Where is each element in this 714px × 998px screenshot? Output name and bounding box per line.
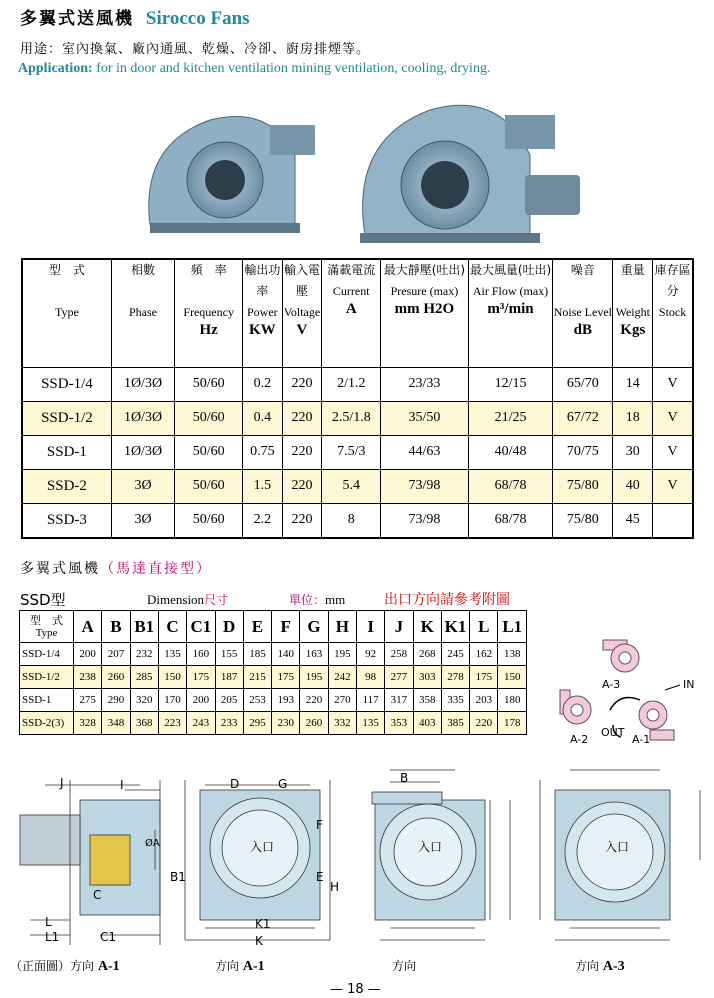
dim-cell: 135 bbox=[158, 643, 186, 666]
dim-cell: 205 bbox=[215, 689, 243, 712]
spec-cell: 70/75 bbox=[553, 435, 613, 469]
dim-header-j: J bbox=[385, 611, 413, 643]
dim-header-h: H bbox=[328, 611, 356, 643]
spec-cell: V bbox=[653, 435, 693, 469]
technical-drawings bbox=[10, 760, 710, 955]
spec-cell: 220 bbox=[282, 469, 322, 503]
dim-cell: 278 bbox=[441, 666, 469, 689]
dim-header-a: A bbox=[74, 611, 102, 643]
caption-3: 方向 bbox=[392, 959, 417, 973]
dim-cell: 117 bbox=[356, 689, 384, 712]
spec-cell: 18 bbox=[613, 401, 653, 435]
spec-cell: 68/78 bbox=[468, 469, 553, 503]
title-zh: 多翼式送風機 bbox=[20, 9, 134, 29]
dim-cell: 285 bbox=[130, 666, 158, 689]
dim-cell: 270 bbox=[328, 689, 356, 712]
dim-cell: 138 bbox=[498, 643, 527, 666]
dim-cell: 178 bbox=[498, 712, 527, 735]
dim-cell: 253 bbox=[243, 689, 271, 712]
spec-cell: 220 bbox=[282, 435, 322, 469]
dim-row bbox=[20, 689, 527, 712]
dim-cell: 348 bbox=[102, 712, 130, 735]
spec-type-cell: SSD-1 bbox=[22, 435, 111, 469]
dim-cell: 335 bbox=[441, 689, 469, 712]
dim-cell: 200 bbox=[187, 689, 215, 712]
application-line bbox=[18, 61, 490, 77]
caption-2: 方向 A-1 bbox=[215, 959, 265, 974]
dim-label-k1: K1 bbox=[255, 917, 271, 931]
spec-header-stock: 庫存區分 Stock bbox=[653, 259, 693, 367]
dim-header-l1: L1 bbox=[498, 611, 527, 643]
orient-a3: A-3 bbox=[602, 678, 621, 691]
dim-cell: 155 bbox=[215, 643, 243, 666]
dim-header-k1: K1 bbox=[441, 611, 469, 643]
dim-cell: 332 bbox=[328, 712, 356, 735]
spec-cell: 35/50 bbox=[381, 401, 469, 435]
dim-header-d: D bbox=[215, 611, 243, 643]
spec-cell: 67/72 bbox=[553, 401, 613, 435]
dim-label-l1: L1 bbox=[45, 930, 60, 944]
spec-cell: 220 bbox=[282, 367, 322, 401]
spec-header-voltage: 輸入電壓 Voltage V bbox=[282, 259, 322, 367]
dimension-en: Dimension bbox=[147, 592, 205, 607]
dim-header-type: 型 式 Type bbox=[20, 611, 74, 643]
dimension-label bbox=[147, 591, 228, 608]
spec-cell: 73/98 bbox=[381, 469, 469, 503]
spec-cell: 1Ø/3Ø bbox=[111, 367, 174, 401]
spec-cell: 2.5/1.8 bbox=[322, 401, 381, 435]
spec-header-frequency: 頻 率 Frequency Hz bbox=[175, 259, 243, 367]
inlet-label-3: 入口 bbox=[605, 840, 630, 854]
dimension-zh: 尺寸 bbox=[204, 593, 229, 607]
dim-cell: 277 bbox=[385, 666, 413, 689]
spec-row bbox=[22, 401, 693, 435]
spec-cell: 68/78 bbox=[468, 503, 553, 538]
dim-cell: 358 bbox=[413, 689, 441, 712]
orient-in: IN bbox=[683, 678, 695, 691]
spec-header-phase: 相數 Phase bbox=[111, 259, 174, 367]
dim-cell: 195 bbox=[300, 666, 328, 689]
page-number: — 18 — bbox=[330, 982, 381, 997]
spec-header-row bbox=[22, 259, 693, 367]
application-text: for in door and kitchen ventilation mining ventilation, cooling, drying. bbox=[96, 61, 491, 76]
dim-label-g: G bbox=[278, 777, 288, 791]
dim-label-b1: B1 bbox=[170, 870, 186, 884]
spec-header-type: 型 式 Type bbox=[22, 259, 111, 367]
dim-cell: 268 bbox=[413, 643, 441, 666]
unit-label bbox=[289, 591, 345, 608]
spec-header-power: 輸出功率 Power KW bbox=[243, 259, 282, 367]
inlet-label-1: 入口 bbox=[250, 840, 275, 854]
spec-cell: V bbox=[653, 469, 693, 503]
spec-cell: 75/80 bbox=[553, 503, 613, 538]
dim-cell: 317 bbox=[385, 689, 413, 712]
dim-cell: 185 bbox=[243, 643, 271, 666]
spec-cell: 45 bbox=[613, 503, 653, 538]
spec-type-cell: SSD-1/4 bbox=[22, 367, 111, 401]
dim-cell: 223 bbox=[158, 712, 186, 735]
spec-type-cell: SSD-1/2 bbox=[22, 401, 111, 435]
dim-cell: 242 bbox=[328, 666, 356, 689]
dim-cell: 92 bbox=[356, 643, 384, 666]
dim-label-h: H bbox=[330, 880, 340, 894]
dim-type-cell: SSD-1/4 bbox=[20, 643, 74, 666]
dim-row bbox=[20, 666, 527, 689]
dim-cell: 162 bbox=[470, 643, 498, 666]
dim-label-l: L bbox=[45, 915, 52, 929]
caption-front: （正面圖）方向 A-1 bbox=[10, 959, 120, 974]
spec-cell: 30 bbox=[613, 435, 653, 469]
spec-type-cell: SSD-2 bbox=[22, 469, 111, 503]
unit-mm: mm bbox=[325, 592, 346, 607]
spec-cell: 65/70 bbox=[553, 367, 613, 401]
dim-header-b: B bbox=[102, 611, 130, 643]
dim-cell: 328 bbox=[74, 712, 102, 735]
spec-header-airflow: 最大風量(吐出) Air Flow (max) m³/min bbox=[468, 259, 553, 367]
usage-text: 用途：室內換氣、廠內通風、乾燥、冷卻、廚房排煙等。 bbox=[20, 42, 371, 57]
dim-label-d: D bbox=[230, 777, 240, 791]
dim-label-e: E bbox=[316, 870, 324, 884]
dim-type-cell: SSD-2(3) bbox=[20, 712, 74, 735]
dim-cell: 230 bbox=[272, 712, 300, 735]
spec-cell: 44/63 bbox=[381, 435, 469, 469]
spec-cell: 7.5/3 bbox=[322, 435, 381, 469]
dim-cell: 160 bbox=[187, 643, 215, 666]
dim-header-b1: B1 bbox=[130, 611, 158, 643]
dim-cell: 207 bbox=[102, 643, 130, 666]
page-title bbox=[20, 4, 250, 30]
dim-type-cell: SSD-1 bbox=[20, 689, 74, 712]
dim-cell: 163 bbox=[300, 643, 328, 666]
dim-header-i: I bbox=[356, 611, 384, 643]
spec-cell: 21/25 bbox=[468, 401, 553, 435]
dim-cell: 135 bbox=[356, 712, 384, 735]
spec-cell: 50/60 bbox=[175, 503, 243, 538]
spec-cell: 50/60 bbox=[175, 469, 243, 503]
spec-cell: 75/80 bbox=[553, 469, 613, 503]
spec-cell: 40 bbox=[613, 469, 653, 503]
spec-cell: 14 bbox=[613, 367, 653, 401]
caption-4: 方向 A-3 bbox=[575, 959, 625, 974]
dim-cell: 195 bbox=[328, 643, 356, 666]
spec-header-noise: 噪音 Noise Level dB bbox=[553, 259, 613, 367]
orient-a2: A-2 bbox=[570, 733, 589, 746]
spec-cell: 2/1.2 bbox=[322, 367, 381, 401]
spec-cell: 5.4 bbox=[322, 469, 381, 503]
dim-type-cell: SSD-1/2 bbox=[20, 666, 74, 689]
spec-cell: 50/60 bbox=[175, 435, 243, 469]
dim-cell: 320 bbox=[130, 689, 158, 712]
spec-cell: V bbox=[653, 401, 693, 435]
dim-cell: 368 bbox=[130, 712, 158, 735]
dim-cell: 170 bbox=[158, 689, 186, 712]
dim-header-e: E bbox=[243, 611, 271, 643]
spec-row bbox=[22, 503, 693, 538]
dim-cell: 220 bbox=[300, 689, 328, 712]
dim-cell: 353 bbox=[385, 712, 413, 735]
outlet-orientation-diagram bbox=[555, 630, 695, 750]
dim-cell: 232 bbox=[130, 643, 158, 666]
spec-cell: V bbox=[653, 367, 693, 401]
inlet-label-2: 入口 bbox=[418, 840, 443, 854]
dim-cell: 295 bbox=[243, 712, 271, 735]
dim-cell: 238 bbox=[74, 666, 102, 689]
dim-label-i: I bbox=[120, 778, 124, 792]
spec-row bbox=[22, 367, 693, 401]
dim-cell: 180 bbox=[498, 689, 527, 712]
spec-cell: 50/60 bbox=[175, 367, 243, 401]
dim-header-c1: C1 bbox=[187, 611, 215, 643]
title-en: Sirocco Fans bbox=[145, 8, 250, 29]
dim-cell: 245 bbox=[441, 643, 469, 666]
spec-cell: 220 bbox=[282, 401, 322, 435]
dim-cell: 200 bbox=[74, 643, 102, 666]
spec-cell: 73/98 bbox=[381, 503, 469, 538]
spec-header-weight: 重量 Weight Kgs bbox=[613, 259, 653, 367]
dim-cell: 403 bbox=[413, 712, 441, 735]
spec-cell: 1Ø/3Ø bbox=[111, 435, 174, 469]
dim-header-f: F bbox=[272, 611, 300, 643]
dim-cell: 150 bbox=[158, 666, 186, 689]
spec-cell bbox=[653, 503, 693, 538]
dimension-table bbox=[19, 610, 527, 735]
dim-cell: 303 bbox=[413, 666, 441, 689]
spec-cell: 0.75 bbox=[243, 435, 282, 469]
dim-label-f: F bbox=[316, 818, 323, 832]
spec-cell: 220 bbox=[282, 503, 322, 538]
spec-cell: 12/15 bbox=[468, 367, 553, 401]
spec-cell: 2.2 bbox=[243, 503, 282, 538]
dim-cell: 215 bbox=[243, 666, 271, 689]
dim-row bbox=[20, 643, 527, 666]
spec-cell: 3Ø bbox=[111, 469, 174, 503]
dim-cell: 175 bbox=[470, 666, 498, 689]
application-label: Application: bbox=[18, 61, 93, 76]
dim-cell: 233 bbox=[215, 712, 243, 735]
model-label: SSD型 bbox=[20, 591, 66, 609]
dim-label-c1: C1 bbox=[100, 930, 117, 944]
dim-label-phia: ØA bbox=[145, 838, 160, 849]
spec-header-pressure: 最大靜壓(吐出) Presure (max) mm H2O bbox=[381, 259, 469, 367]
dim-cell: 243 bbox=[187, 712, 215, 735]
spec-header-current: 滿載電流 Current A bbox=[322, 259, 381, 367]
dim-cell: 275 bbox=[74, 689, 102, 712]
spec-cell: 40/48 bbox=[468, 435, 553, 469]
dim-cell: 193 bbox=[272, 689, 300, 712]
dim-cell: 385 bbox=[441, 712, 469, 735]
dim-header-row bbox=[20, 611, 527, 643]
spec-cell: 8 bbox=[322, 503, 381, 538]
dim-cell: 220 bbox=[470, 712, 498, 735]
dim-header-c: C bbox=[158, 611, 186, 643]
dim-cell: 258 bbox=[385, 643, 413, 666]
dim-cell: 203 bbox=[470, 689, 498, 712]
spec-cell: 0.4 bbox=[243, 401, 282, 435]
spec-row bbox=[22, 469, 693, 503]
orient-a1: A-1 bbox=[632, 733, 651, 746]
section-subtitle-paren: （馬達直接型） bbox=[100, 561, 212, 577]
dim-cell: 260 bbox=[102, 666, 130, 689]
spec-row bbox=[22, 435, 693, 469]
spec-table bbox=[21, 258, 694, 539]
spec-type-cell: SSD-3 bbox=[22, 503, 111, 538]
dim-label-b: B bbox=[400, 771, 409, 785]
spec-cell: 1.5 bbox=[243, 469, 282, 503]
dim-cell: 290 bbox=[102, 689, 130, 712]
dim-cell: 150 bbox=[498, 666, 527, 689]
spec-cell: 0.2 bbox=[243, 367, 282, 401]
orient-out: OUT bbox=[601, 726, 625, 739]
spec-cell: 23/33 bbox=[381, 367, 469, 401]
dim-header-l: L bbox=[470, 611, 498, 643]
dim-header-g: G bbox=[300, 611, 328, 643]
dim-header-k: K bbox=[413, 611, 441, 643]
dim-cell: 140 bbox=[272, 643, 300, 666]
dim-label-c: C bbox=[93, 888, 102, 902]
dim-cell: 187 bbox=[215, 666, 243, 689]
section-subtitle bbox=[20, 558, 212, 578]
dim-cell: 260 bbox=[300, 712, 328, 735]
dim-label-j: J bbox=[60, 776, 64, 790]
dim-cell: 175 bbox=[272, 666, 300, 689]
fans-product-photo bbox=[120, 85, 590, 250]
unit-zh: 單位： bbox=[289, 593, 326, 607]
outlet-note: 出口方向請參考附圖 bbox=[384, 592, 510, 608]
section-subtitle-text: 多翼式風機 bbox=[20, 561, 100, 577]
spec-cell: 3Ø bbox=[111, 503, 174, 538]
dim-cell: 175 bbox=[187, 666, 215, 689]
dim-label-k: K bbox=[255, 934, 263, 948]
dim-row bbox=[20, 712, 527, 735]
dim-cell: 98 bbox=[356, 666, 384, 689]
spec-cell: 1Ø/3Ø bbox=[111, 401, 174, 435]
spec-cell: 50/60 bbox=[175, 401, 243, 435]
